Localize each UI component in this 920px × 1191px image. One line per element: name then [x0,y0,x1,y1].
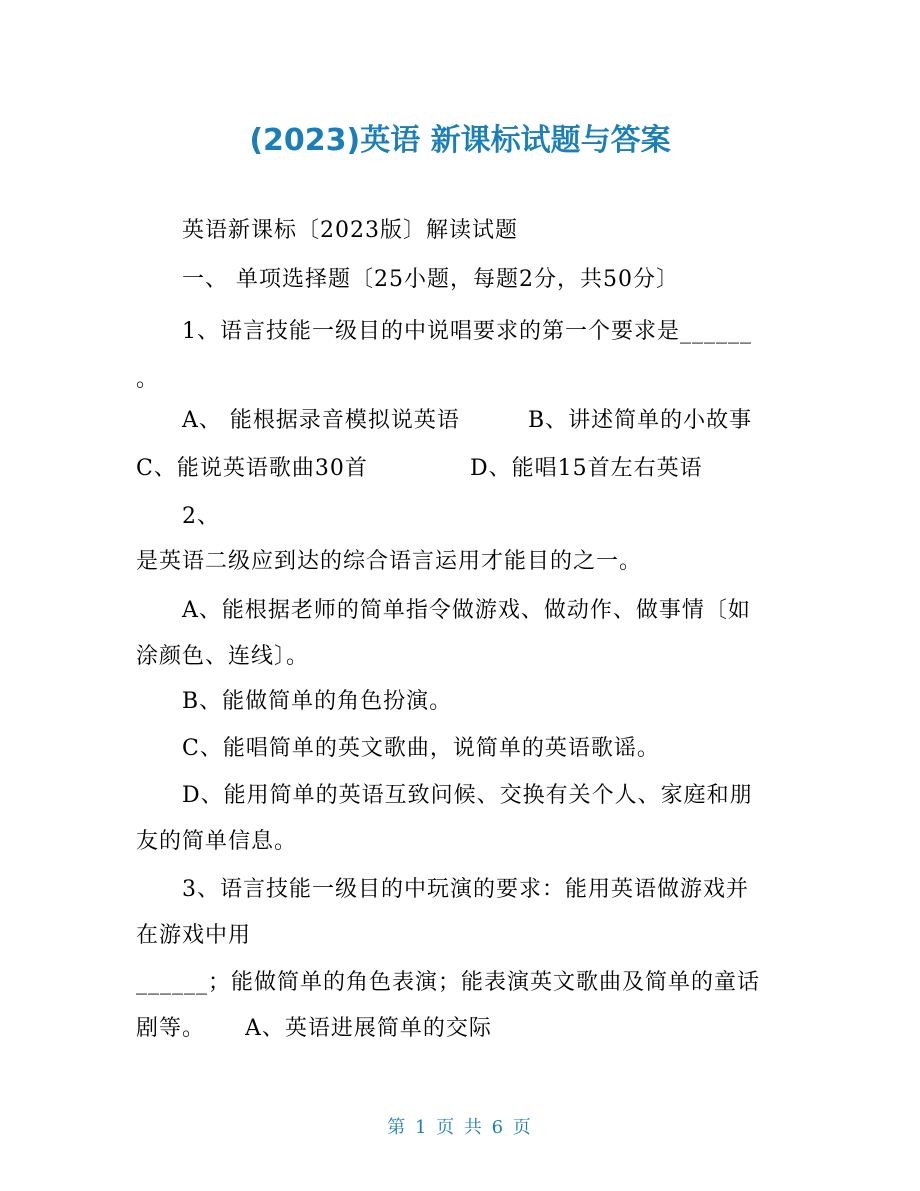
text-line-q2-option-d: D、能用简单的英语互致问候、交换有关个人、家庭和朋 [182,783,753,808]
text-line-q3-end: 剧等。 [136,1016,206,1041]
text-line-q2: 2、 [182,504,220,529]
text-line-q2-option-d-cont: 友的简单信息。 [136,829,298,854]
text-line-q1-option-a: A、 能根据录音模拟说英语 [182,408,460,433]
text-line-q1-option-c: C、能说英语歌曲30首 [136,456,368,481]
text-line-q1-option-b: B、讲述简单的小故事 [528,408,753,433]
text-line-q1-end: 。 [136,367,160,392]
text-line-q1-option-d: D、能唱15首左右英语 [470,456,703,481]
text-line-q2-option-b: B、能做简单的角色扮演。 [182,689,453,714]
text-line-q2-option-a: A、能根据老师的简单指令做游戏、做动作、做事情〔如 [182,598,751,623]
text-line-q2-option-c: C、能唱简单的英文歌曲，说简单的英语歌谣。 [182,736,660,761]
text-line-q3: 3、语言技能一级目的中玩演的要求：能用英语做游戏并 [182,877,749,902]
page-footer: 第 1 页 共 6 页 [387,1117,533,1138]
text-line-q2-body: 是英语二级应到达的综合语言运用才能目的之一。 [136,549,643,574]
text-line-section-heading: 一、 单项选择题〔25小题，每题2分，共50分〕 [182,267,679,292]
text-line-subtitle: 英语新课标〔2023版〕解读试题 [182,218,518,243]
text-line-q1: 1、语言技能一级目的中说唱要求的第一个要求是______ [182,319,752,344]
document-title: (2023)英语 新课标试题与答案 [249,123,671,158]
text-line-q3-blank: ______；能做简单的角色表演；能表演英文歌曲及简单的童话 [136,970,761,995]
text-line-q2-option-a-cont: 涂颜色、连线〕。 [136,644,310,669]
text-line-q3-option-a: A、英语进展简单的交际 [245,1016,492,1041]
text-line-q3-cont: 在游戏中用 [136,923,252,948]
